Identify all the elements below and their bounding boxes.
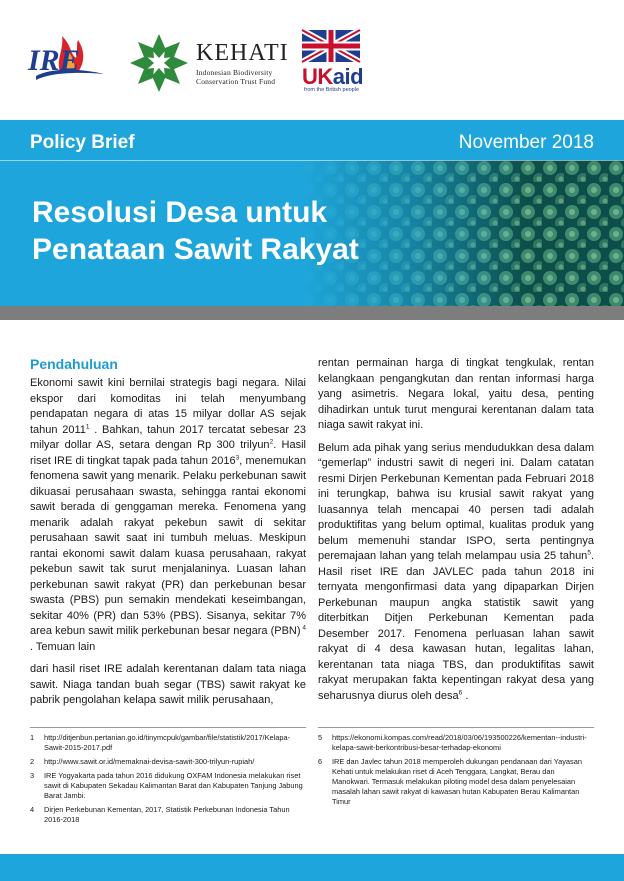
footnote-ref: 4 <box>300 624 306 632</box>
publication-date: November 2018 <box>458 132 594 153</box>
footer-bar <box>0 854 624 881</box>
text-run: . <box>462 689 469 702</box>
logo-row <box>0 0 624 120</box>
footnote-number: 2 <box>30 757 35 766</box>
footnote-ref: 2 <box>269 438 274 446</box>
title-line-2: Penataan Sawit Rakyat <box>32 233 359 266</box>
title-banner <box>0 120 624 306</box>
footnote-text: IRE Yogyakarta pada tahun 2016 didukung OXFAM Indonesia melakukan riset sawit di Kabupaten Sekadau Kalimantan Barat dan Kabupaten Tanjung Jabung Barat Jambi. <box>44 771 303 800</box>
kehati-subtitle-line1: Indonesian Biodiversity <box>196 68 273 77</box>
footnote-text: Dirjen Perkebunan Kementan, 2017, Statistik Perkebunan Indonesia Tahun 2016-2018 <box>44 805 290 824</box>
banner-grey-strip <box>0 306 624 320</box>
paragraph-2: dari hasil riset IRE adalah kerentanan dalam tata niaga sawit. Niaga tandan buah segar (TBS) sawit rakyat ke pabrik pengolahan kelapa sawit milik perusahaan, <box>30 663 306 706</box>
section-heading: Pendahuluan <box>30 356 118 372</box>
document-title <box>32 194 359 268</box>
footnote-text: http://www.sawit.or.id/memaknai-devisa-sawit-300-trilyun-rupiah/ <box>44 757 255 766</box>
paragraph-3: rentan permainan harga di tingkat tengkulak, rentan kelangkaan pengangkutan dan rentan informasi harga yang asimetris. Negara lokal, yaitu desa, penting dihadirkan untuk turut mengurai kerentanan dalam tata niaga sawit rakyat ini. <box>318 357 594 431</box>
text-run: . Temuan lain <box>30 640 96 653</box>
kehati-subtitle-line2: Conservation Trust Fund <box>196 77 276 86</box>
footnote <box>30 733 306 753</box>
footnote-number: 4 <box>30 805 35 814</box>
footnote <box>30 757 306 767</box>
text-run: . Hasil riset IRE dan JAVLEC pada tahun 2018 ini ternyata mengonfirmasi data yang dipaparkan Dirjen Perkebunan maupun angka statistik sawit yang diterbitkan Ditjen Perkebunan Kementan pada Desember 2017. Fenomena perluasan lahan sawit rakyat di 4 desa kawasan hutan, legalitas lahan, kerentanan tata niaga TBS, dan produktifitas sawit rakyat merupakan fakta kepentingan rakyat desa yang seharusnya diurus oleh desa <box>318 550 594 702</box>
footnote <box>30 805 306 825</box>
footnote <box>318 733 594 753</box>
footnotes-left <box>30 727 306 829</box>
footnote-ref: 5 <box>587 549 591 557</box>
footnote-number: 3 <box>30 771 35 780</box>
paragraph-1 <box>30 376 306 655</box>
footnote-number: 1 <box>30 733 35 742</box>
paragraph-4 <box>318 441 594 705</box>
kehati-leaf-logo <box>126 30 192 96</box>
ukaid-subtitle: from the British people <box>304 87 360 93</box>
text-run: . Hasil riset IRE di tingkat tapak pada tahun 2016 <box>30 439 307 467</box>
footnote-text: https://ekonomi.kompas.com/read/2018/03/06/193500226/kementan--industri-kelapa-sawit-berkontribusi-besar-terhadap-ekonomi <box>332 733 587 752</box>
footnotes-right <box>318 727 594 811</box>
footnote-ref: 6 <box>458 688 463 696</box>
footnote-text: IRE dan Javlec tahun 2018 memperoleh dukungan pendanaan dari Yayasan Kehati untuk melakukan riset di Aceh Tenggara, Langkat, Berau dan Manokwari. Termasuk melakukan piloting model desa dalam penyelesaian masalah lahan sawit rakyat di kawasan hutan Kabupaten Berau Kalimantan Timur <box>332 757 582 806</box>
kehati-name: KEHATI <box>196 40 289 66</box>
footnote-ref: 3 <box>235 453 240 461</box>
kehati-subtitle <box>196 68 275 86</box>
footnote-text: http://ditjenbun.pertanian.go.id/tinymcpuk/gambar/file/statistik/2017/Kelapa-Sawit-2015-2017.pdf <box>44 733 291 752</box>
text-run: , menemukan fenomena sawit yang menarik. Pelaku perkebunan sawit dikuasai perusahaan swasta, sehingga rantai ekonomi sawit berada di genggaman mereka. Fenomena yang menarik adalah rakyat pekebun sawit di sekitar perusahaan sawit saat ini tumbuh meluas. Meskipun rantai ekonomi sawit dalam kuasa perusahaan, rakyat pekebun sawit tak surut menjalaninya. Luasan lahan perkebunan sawit rakyat (PR) dan perkebunan besar swasta (PBS) pun semakin mendekati keseimbangan, sekitar 40% (PR) dan 53% (PBS). Sisanya, sekitar 7% area kebun sawit milik perkebunan besar negara (PBN) <box>30 454 307 637</box>
policy-brief-label: Policy Brief <box>30 132 135 153</box>
text-run: . Bahkan, tahun 2017 tercatat sebesar 23 milyar dollar AS, setara dengan Rp 300 trilyun <box>30 423 306 451</box>
title-line-1: Resolusi Desa untuk <box>32 196 328 229</box>
footnote-number: 5 <box>318 733 323 742</box>
footnote-number: 6 <box>318 757 323 766</box>
text-run: Belum ada pihak yang serius mendudukkan desa dalam “gemerlap” industri sawit di negeri ini. Dalam catatan resmi Dirjen Perkebunan Kementan pada Februari 2018 ini terungkap, bahwa isu krusial sawit rakyat yang luasannya telah mencapai 40 persen tadi adalah produktifitas yang belum optimal, kualitas produk yang belum memenuhi standar ISPO, serta pentingnya peremajaan lahan yang telah melampau usia 25 tahun <box>318 441 594 562</box>
footnote <box>318 757 594 807</box>
ukaid-aid: aid <box>332 64 364 89</box>
text-run: Ekonomi sawit kini bernilai strategis bagi negara. Nilai ekspor dari komoditas ini telah menyumbang pendapatan negara di atas 15 milyar dollar AS sejak tahun 2011 <box>30 377 306 436</box>
left-column <box>30 356 306 716</box>
ire-logo-text: IRE <box>28 44 80 77</box>
footnote-ref: 1 <box>85 422 90 430</box>
ukaid-uk: UK <box>302 64 333 89</box>
right-column <box>318 356 594 711</box>
banner-divider <box>0 160 624 161</box>
footnote <box>30 771 306 801</box>
